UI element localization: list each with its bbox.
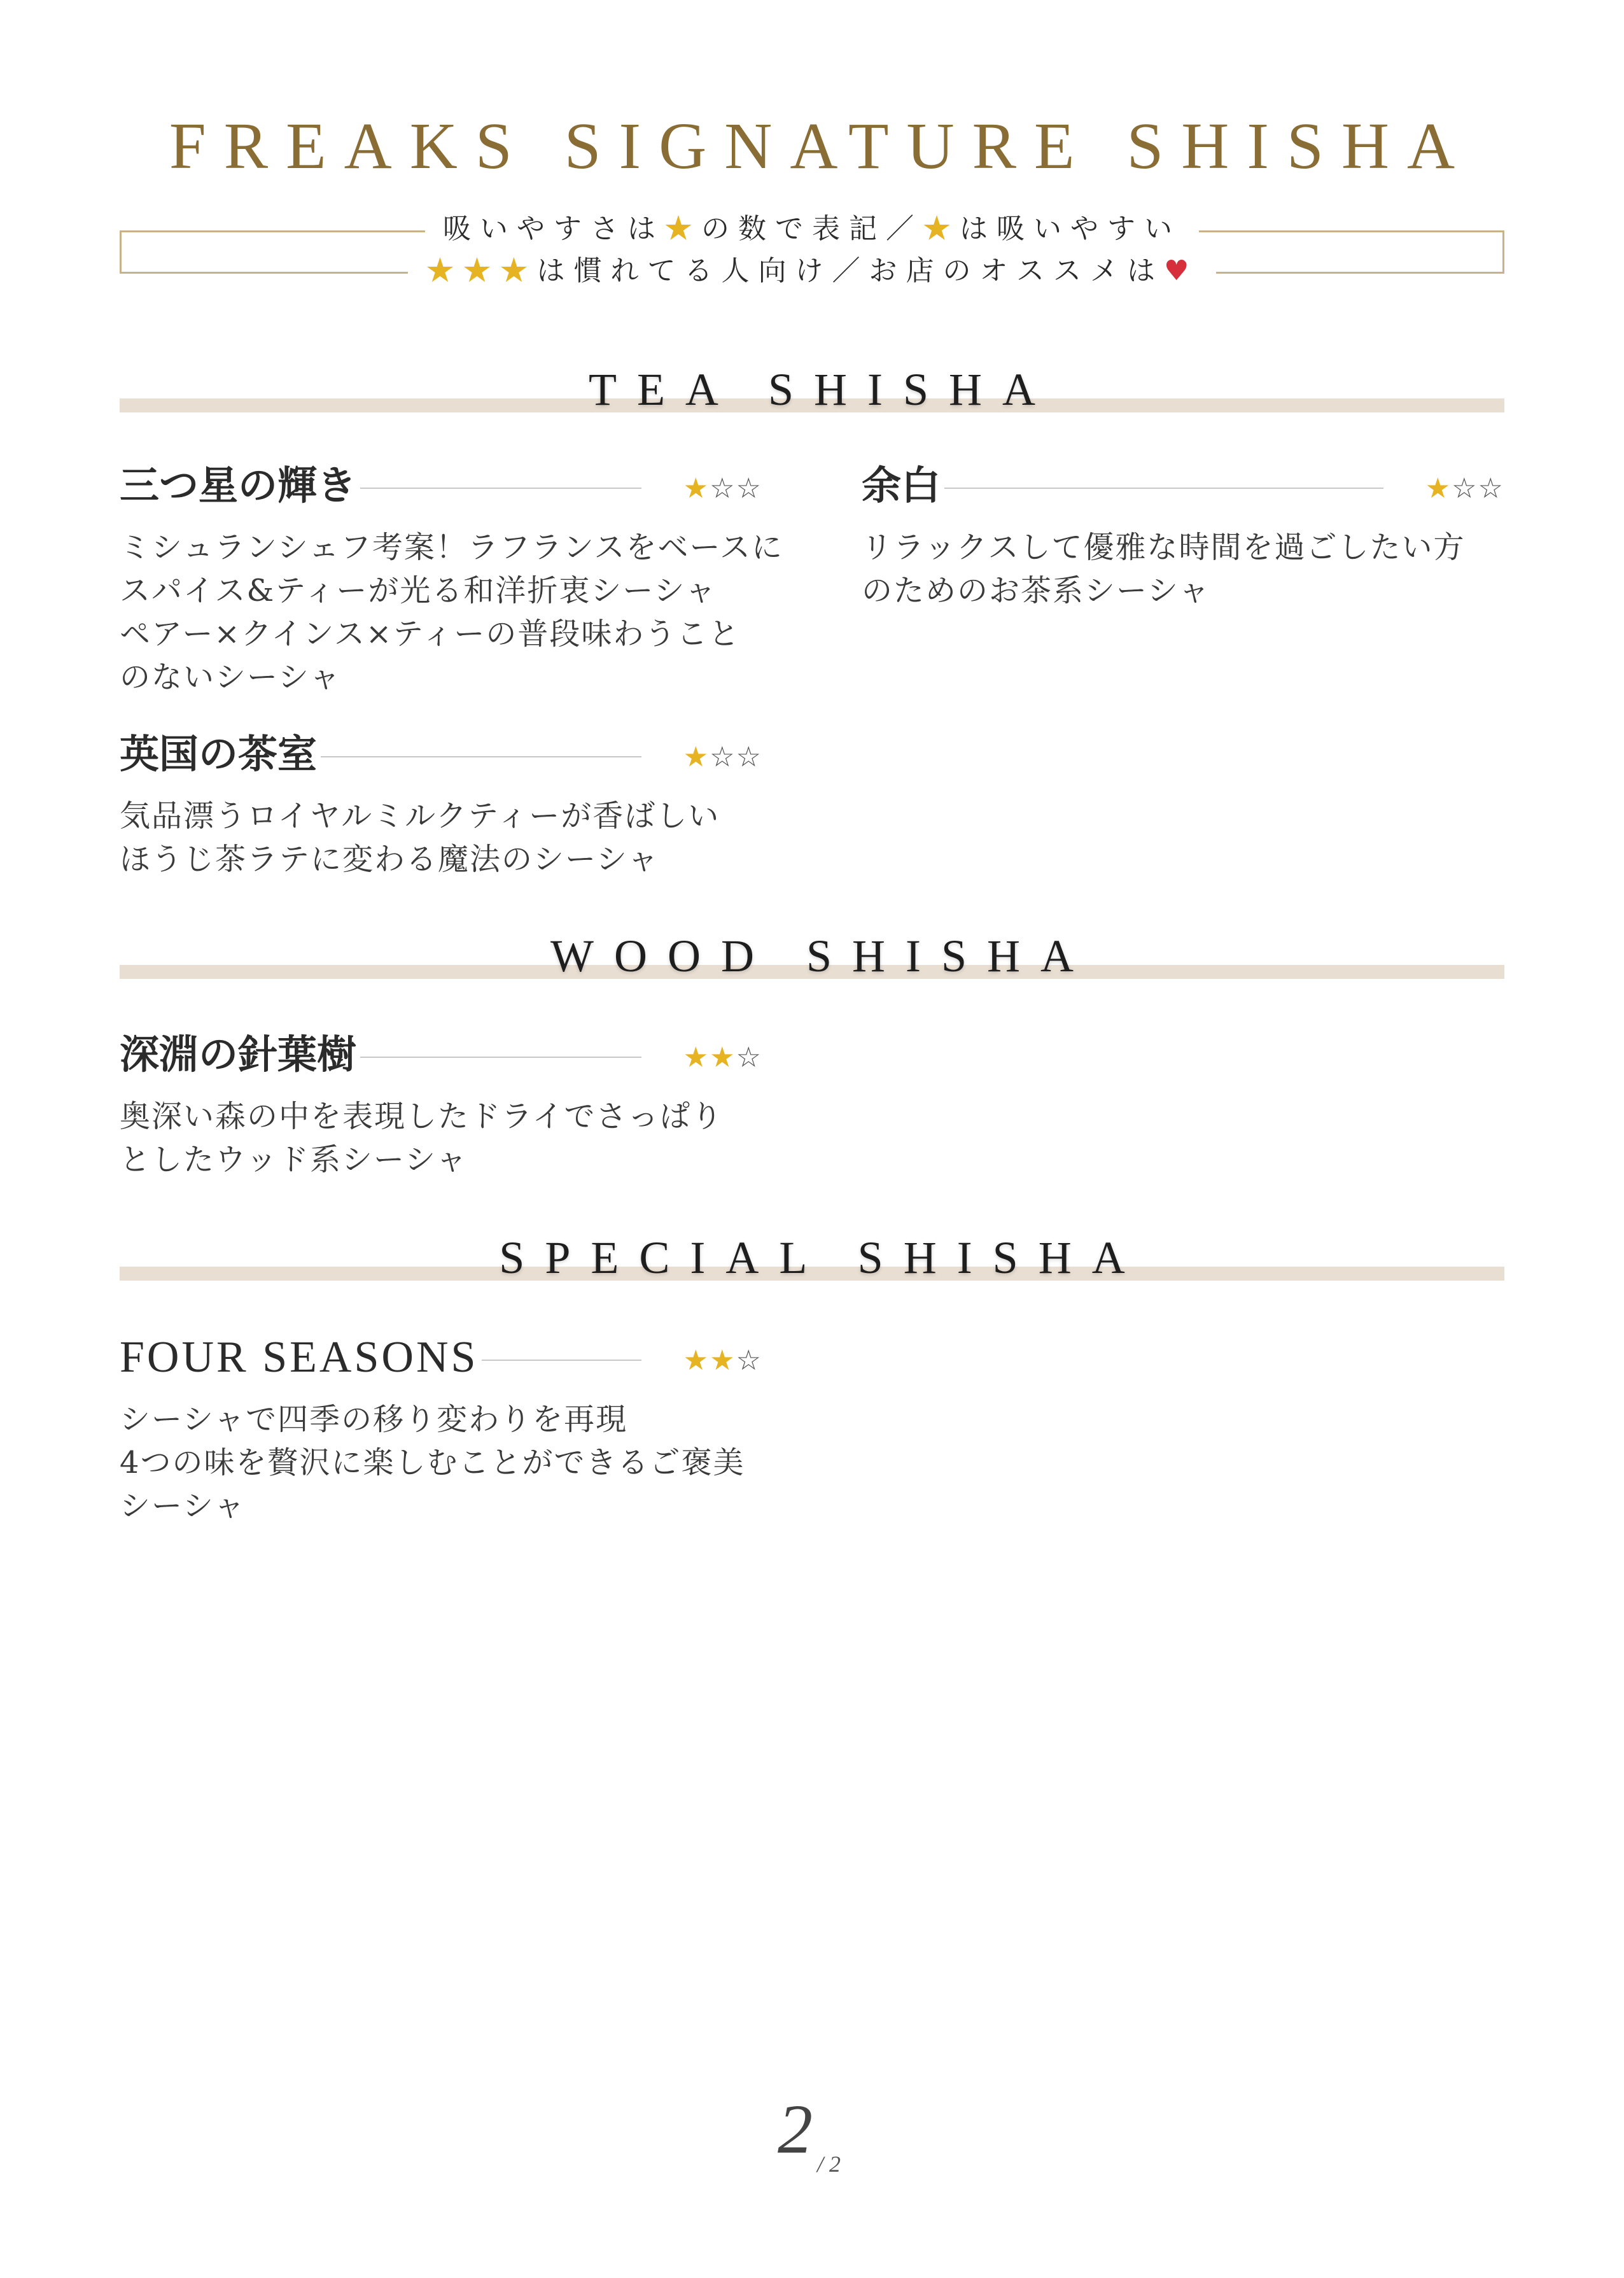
heart-icon: ♥ [1164, 255, 1198, 287]
item-description [120, 794, 762, 881]
desc-line: 奥深い森の中を表現したドライでさっぱり [120, 1099, 724, 1134]
legend-text-1c: は吸いやすい [960, 213, 1181, 245]
item-description [120, 1095, 762, 1181]
page-total: / 2 [817, 2151, 841, 2177]
legend-text-1b: の数で表記／ [701, 213, 923, 245]
menu-item [862, 457, 1504, 612]
item-name: 深淵の針葉樹 [120, 1026, 360, 1083]
legend-line-1 [0, 215, 1624, 243]
star-icon: ★ [923, 213, 960, 245]
desc-line: ほうじ茶ラテに変わる魔法のシーシャ [120, 841, 660, 877]
desc-line: 気品漂うロイヤルミルクティーが香ばしい [120, 798, 720, 834]
desc-line: ペアー×クインス×ティーの普段味わうこと [120, 616, 741, 652]
desc-line: リラックスして優雅な時間を過ごしたい方 [862, 530, 1466, 565]
menu-item [120, 457, 784, 699]
legend-line-2 [0, 257, 1624, 285]
star-icon: ★ [664, 213, 701, 245]
rating-stars-icon: ★★☆ [683, 1041, 762, 1074]
star-icon: ★ [426, 255, 463, 287]
rating-stars-icon: ★★☆ [683, 1344, 762, 1377]
item-description [120, 526, 784, 699]
menu-item [120, 1329, 762, 1528]
item-name: 三つ星の輝き [120, 457, 360, 514]
page-number: 2 [778, 2090, 813, 2168]
legend-text-2a: は慣れてる人向け／お店のオススメは [536, 255, 1165, 287]
item-name: 余白 [862, 457, 944, 514]
desc-line: スパイス&ティーが光る和洋折衷シーシャ [120, 573, 717, 608]
desc-line: のないシーシャ [120, 659, 342, 695]
page-title: FREAKS SIGNATURE SHISHA [169, 109, 1473, 183]
item-description [120, 1398, 762, 1528]
item-name: FOUR SEASONS [120, 1329, 482, 1386]
desc-line: シーシャで四季の移り変わりを再現 [120, 1402, 628, 1437]
section-title-special: SPECIAL SHISHA [499, 1232, 1145, 1283]
item-name: 英国の茶室 [120, 726, 321, 783]
desc-line: シーシャ [120, 1488, 246, 1524]
star-icon: ★ [500, 255, 537, 287]
desc-line: ミシュランシェフ考案！ラフランスをベースに [120, 530, 784, 565]
rating-stars-icon: ★☆☆ [683, 472, 762, 505]
section-title-tea: TEA SHISHA [588, 364, 1056, 415]
desc-line: としたウッド系シーシャ [120, 1142, 468, 1178]
desc-line: のためのお茶系シーシャ [862, 573, 1211, 608]
item-description [862, 526, 1504, 612]
rating-stars-icon: ★☆☆ [683, 741, 762, 773]
menu-item [120, 726, 762, 881]
desc-line: 4つの味を贅沢に楽しむことができるご褒美 [120, 1445, 745, 1480]
legend-text-1a: 吸いやすさは [443, 213, 664, 245]
rating-stars-icon: ★☆☆ [1425, 472, 1504, 505]
menu-item [120, 1026, 762, 1181]
star-icon: ★ [463, 255, 500, 287]
section-title-wood: WOOD SHISHA [550, 931, 1094, 981]
